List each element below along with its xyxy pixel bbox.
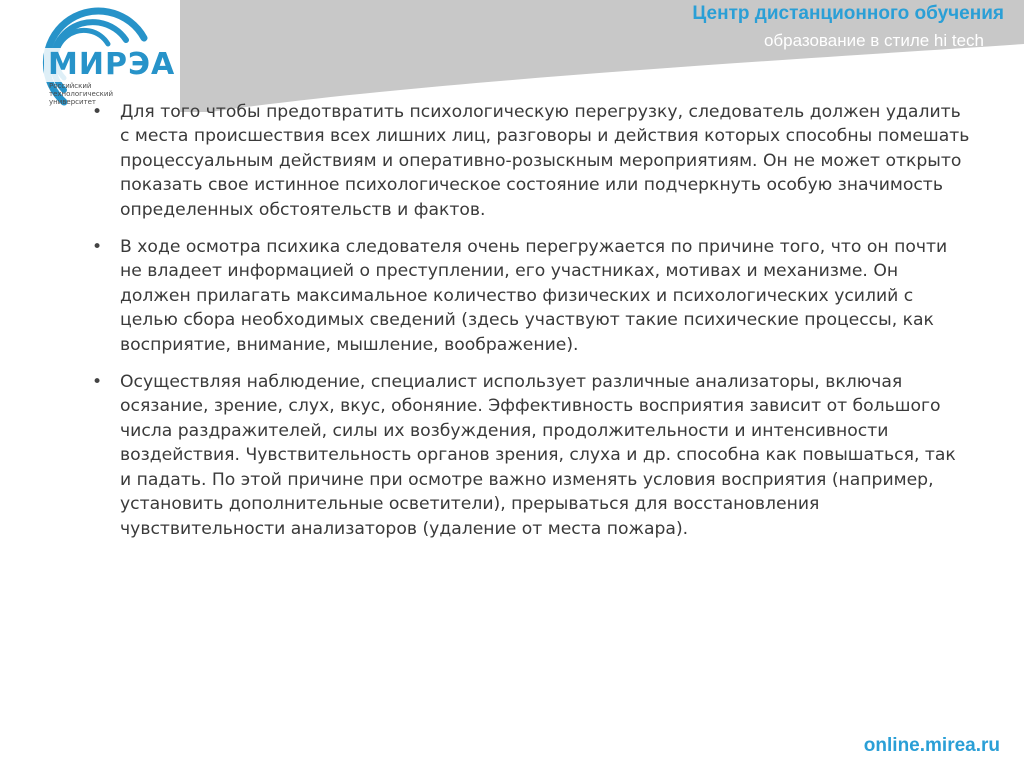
bullet-item — [92, 235, 972, 357]
bullet-item — [92, 100, 972, 222]
footer-link[interactable]: online.mirea.ru — [863, 735, 1000, 756]
bullet-item — [92, 370, 972, 541]
bullet-icon: • — [92, 372, 103, 393]
center-title: Центр дистанционного обучения — [692, 3, 1004, 24]
bullet-list — [92, 100, 972, 541]
bullet-icon: • — [92, 237, 103, 258]
bullet-text: В ходе осмотра психика следователя очень перегружается по причине того, что он почти не владеет информацией о преступлении, его участниках, мотивах и механизме. Он должен прилагать максимальное количество физических и психологических усилий с целью сбора необходимых сведений (здесь участвуют такие психические процессы, как восприятие, внимание, мышление, воображение). — [120, 237, 948, 355]
logo[interactable] — [4, 2, 176, 110]
logo-subtitle: Российский технологический университет — [49, 82, 113, 106]
bullet-text: Для того чтобы предотвратить психологическую перегрузку, следователь должен удалить с места происшествия всех лишних лиц, разговоры и действия которых способны помешать процессуальным действиям и оперативно-розыскным мероприятиям. Он не может открыто показать свое истинное психологическое состояние или подчеркнуть особую значимость определенных обстоятельств и фактов. — [120, 102, 970, 220]
slide-content — [92, 100, 972, 554]
bullet-text: Осуществляя наблюдение, специалист использует различные анализаторы, включая осязание, зрение, слух, вкус, обоняние. Эффективность восприятия зависит от большого числа раздражителей, силы их возбуждения, продолжительности и интенсивности воздействия. Чувствительность органов зрения, слуха и др. способна как повышаться, так и падать. По этой причине при осмотре важно изменять условия восприятия (например, установить дополнительные осветители), прерываться для восстановления чувствительности анализаторов (удаление от места пожара). — [120, 372, 956, 539]
center-subtitle: образование в стиле hi tech — [763, 31, 984, 50]
logo-name: МИРЭА — [48, 47, 176, 82]
bullet-icon: • — [92, 102, 103, 122]
